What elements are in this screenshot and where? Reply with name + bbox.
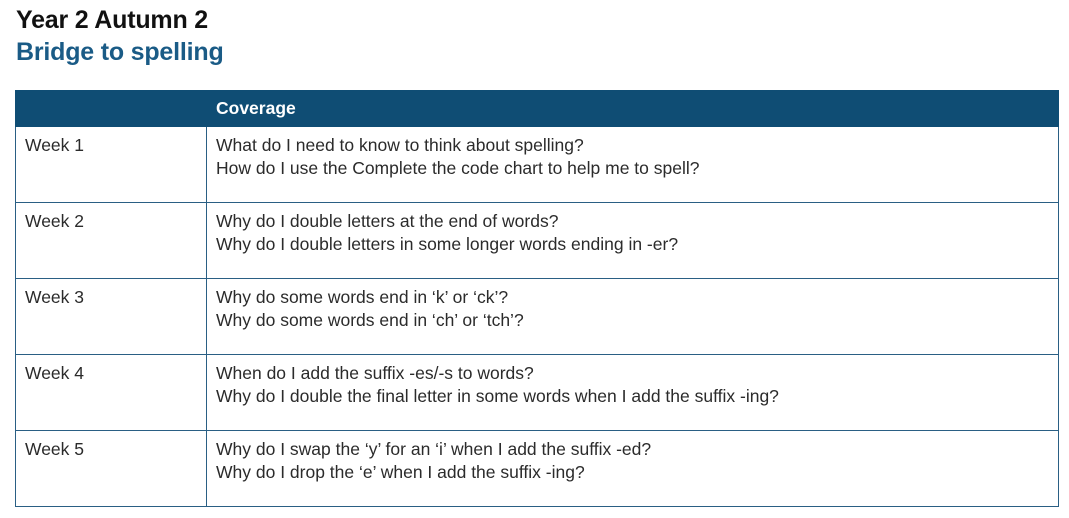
week-cell: Week 2 [16,203,207,279]
coverage-line: Why do I double letters at the end of words? [216,211,559,231]
coverage-line: When do I add the suffix -es/-s to words? [216,363,534,383]
coverage-line: Why do I double the final letter in some words when I add the suffix -ing? [216,385,779,406]
week-cell: Week 1 [16,127,207,203]
coverage-line: Why do I double letters in some longer words ending in -er? [216,233,679,254]
coverage-cell [207,355,1059,431]
column-header-coverage: Coverage [207,91,1059,127]
coverage-cell [207,203,1059,279]
coverage-cell [207,127,1059,203]
table-row [16,355,1059,431]
coverage-line: Why do some words end in ‘ch’ or ‘tch’? [216,309,524,330]
coverage-line: Why do I swap the ‘y’ for an ‘i’ when I add the suffix -ed? [216,439,652,459]
column-header-week [16,91,207,127]
coverage-cell [207,279,1059,355]
coverage-line: How do I use the Complete the code chart to help me to spell? [216,157,700,178]
coverage-line: Why do I drop the ‘e’ when I add the suffix -ing? [216,461,585,482]
table-row [16,279,1059,355]
table-row [16,431,1059,507]
table-row [16,127,1059,203]
week-cell: Week 4 [16,355,207,431]
week-cell: Week 5 [16,431,207,507]
table-header-row [16,91,1059,127]
week-cell: Week 3 [16,279,207,355]
coverage-line: What do I need to know to think about spelling? [216,135,584,155]
coverage-table [15,90,1059,507]
coverage-cell [207,431,1059,507]
table-row [16,203,1059,279]
coverage-line: Why do some words end in ‘k’ or ‘ck’? [216,287,509,307]
page-subtitle: Bridge to spelling [16,38,224,66]
page-title: Year 2 Autumn 2 [16,6,208,34]
